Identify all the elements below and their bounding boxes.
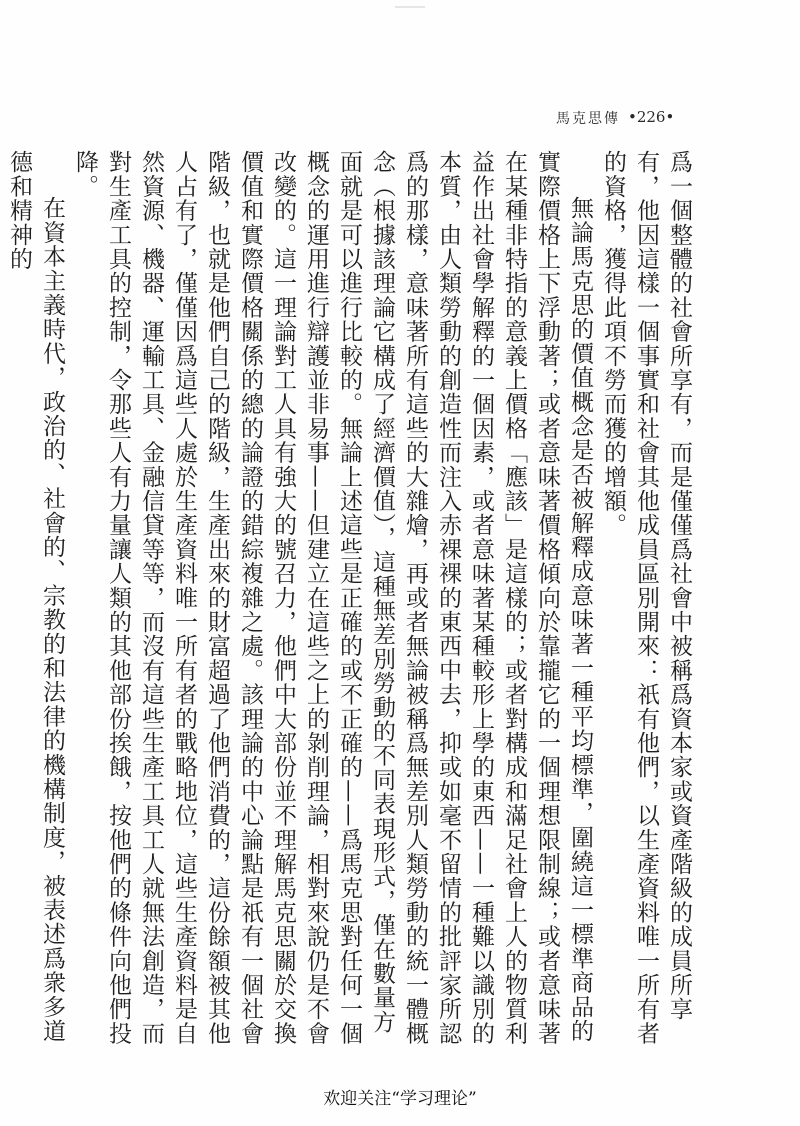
running-head-title: 馬克思傳 [556, 111, 620, 127]
paragraph-capitalist-era: 在資本主義時代，政治的、社會的、宗教的和法律的機構制度，被表述爲衆多道德和精神的 [6, 150, 65, 1043]
page-number: •226• [628, 108, 675, 126]
paragraph-value-concept: 無論馬克思的價值概念是否被解釋成意味著一種平均標準，圍繞這一標準商品的實際價格上下浮動著；或者意味著價格傾向於靠攏它的一個理想限制線；或者意味著在某種非特指的意義上價格「應該」是這樣的；或者對構成和滿足社會上人的物質利益作出社會學解釋的一個因素，或者意味著某種較形上學的東西——一種難以識別的本質，由人類勞動的創造性而注入赤裸裸的東西中去，抑或如毫不留情的批評家所認爲的那樣，意味著所有這些的大雜燴，再或者無論被稱爲無差別人類勞動的統一體概念（根據該理論它構成了經濟價值），這種無差別勞動的不同表現形式，僅在數量方面就是可以進行比較的。無論上述這些是正確的或不正確的——爲馬克思對任何一個概念的運用進行辯護並非易事——但建立在這些之上的剝削理論，相對來說仍是不會改變的。這一理論對工人具有強大的號召力，他們中大部份並不理解馬克思關於交換價值和實際價格關係的總的論證的錯綜複雜之處。該理論的中心論點是祇有一個社會階級，也就是他們自己的階級，生產出來的財富超過了他們消費的，這份餘額被其他人占有了，僅僅因爲這些人處於生產資料唯一所有者的戰略地位，這些生產資料是自然資源、機器、運輸工具、金融信貸等等，而沒有這些生產工具工人就無法創造，而對生產工具的控制，令那些人有力量讓人類的其他部份挨餓，按他們的條件向他們投降。 [72, 150, 593, 1046]
footer-watermark-note: 欢迎关注“学习理论” [323, 1089, 477, 1109]
body-text [6, 150, 695, 1050]
scan-top-mark [395, 6, 425, 8]
paragraph-continuation: 爲一個整體的社會所享有，而是僅僅爲社會中被稱爲資本家或資產階級的成員所享有，他因這樣一個事實和社會其他成員區別開來：祇有他們，以生產資料唯一所有者的資格，獲得此項不勞而獲的增額。 [600, 150, 692, 1046]
